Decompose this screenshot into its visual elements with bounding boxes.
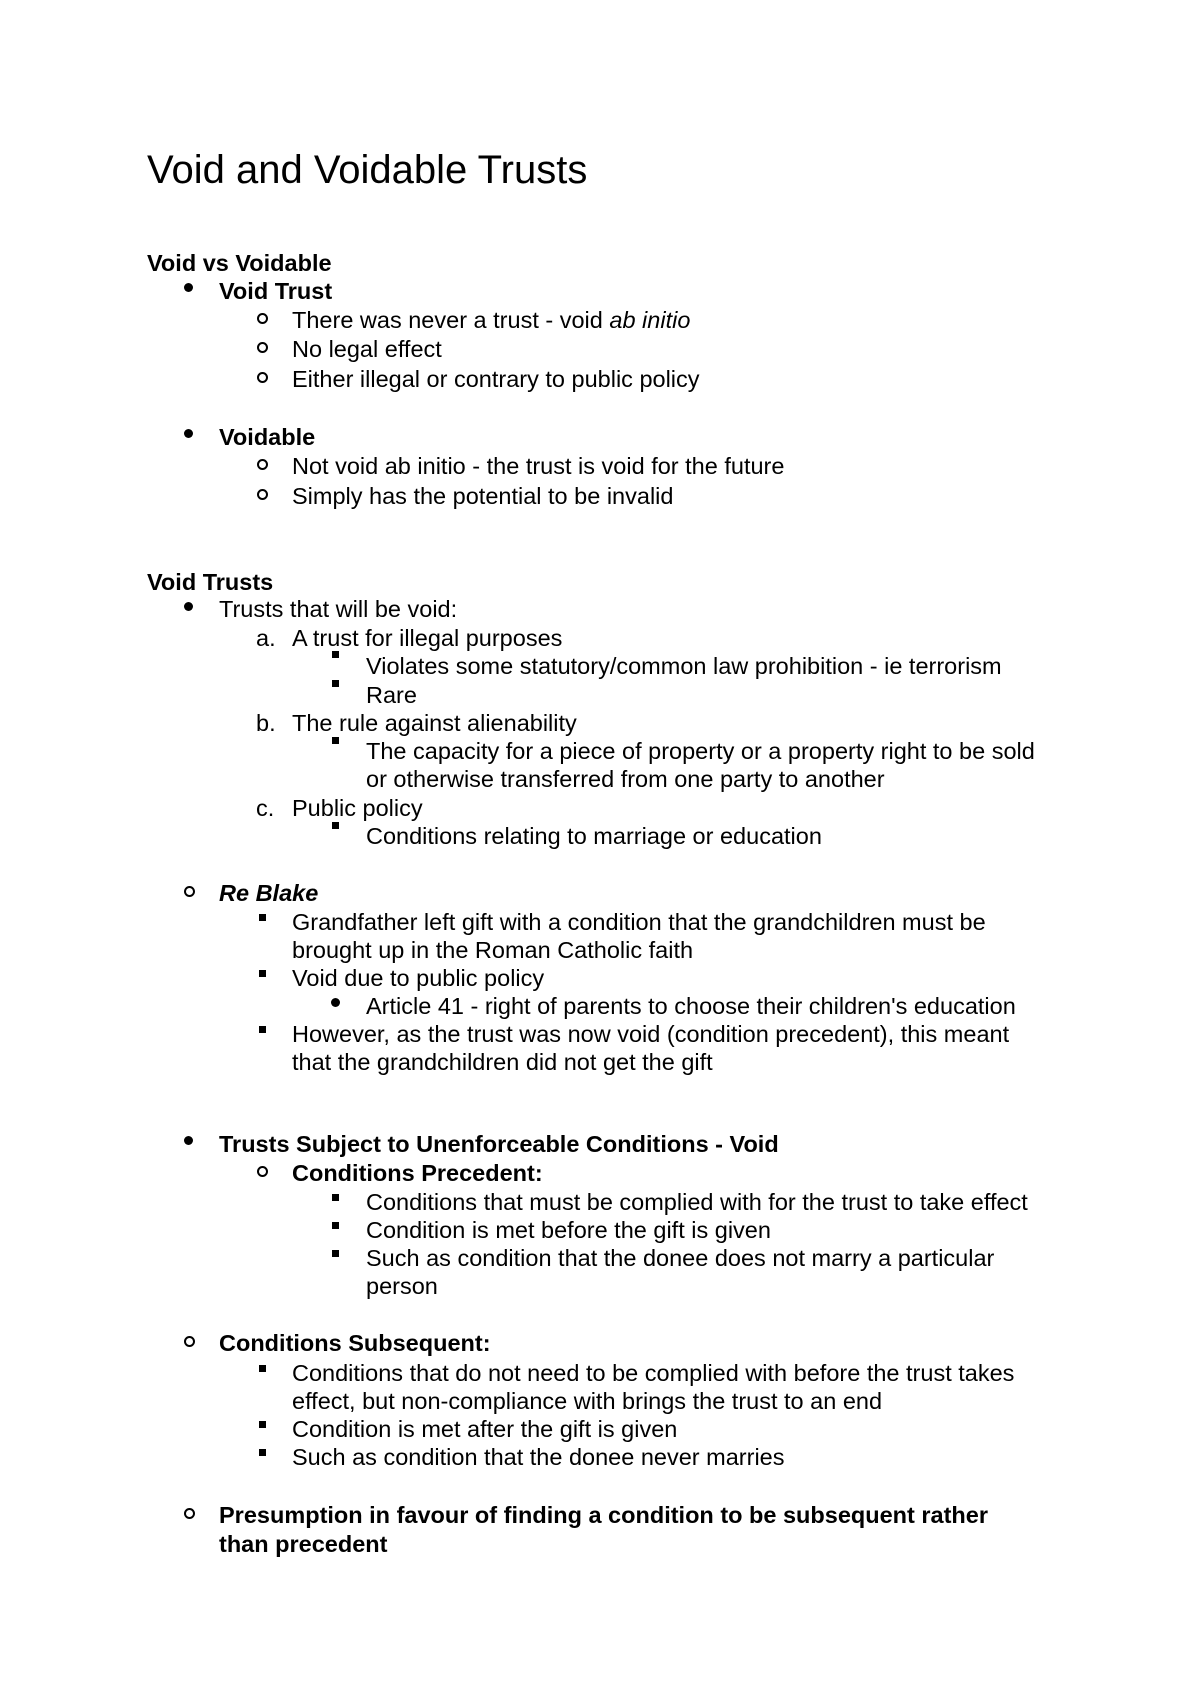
case-name-re-blake: Re Blake bbox=[219, 880, 319, 906]
list-item: Condition is met after the gift is given bbox=[292, 1416, 678, 1442]
conditions-subsequent-label: Conditions Subsequent: bbox=[219, 1330, 491, 1356]
bullet-disc bbox=[184, 1136, 193, 1145]
section-heading-void-trusts: Void Trusts bbox=[147, 569, 274, 595]
list-item: Such as condition that the donee never marries bbox=[292, 1444, 785, 1470]
presumption-statement: Presumption in favour of finding a condition to be subsequent rather bbox=[219, 1502, 988, 1528]
list-item: Either illegal or contrary to public policy bbox=[292, 366, 700, 392]
list-item: Grandfather left gift with a condition that the grandchildren must be bbox=[292, 909, 986, 935]
list-item: Conditions relating to marriage or education bbox=[366, 823, 822, 849]
list-item-continuation: that the grandchildren did not get the gift bbox=[292, 1049, 713, 1075]
list-item: However, as the trust was now void (condition precedent), this meant bbox=[292, 1021, 1010, 1047]
list-item: Not void ab initio - the trust is void for the future bbox=[292, 453, 785, 479]
list-marker-b: b. bbox=[256, 710, 276, 736]
conditions-precedent-label: Conditions Precedent: bbox=[292, 1160, 543, 1186]
unenforceable-conditions-label: Trusts Subject to Unenforceable Conditions - Void bbox=[219, 1131, 779, 1157]
bullet-circle bbox=[257, 342, 268, 353]
void-trust-label: Void Trust bbox=[219, 278, 333, 304]
bullet-disc bbox=[331, 998, 340, 1007]
bullet-square bbox=[332, 651, 339, 658]
bullet-circle bbox=[257, 1166, 268, 1177]
list-item: Public policy bbox=[292, 795, 423, 821]
list-item: The rule against alienability bbox=[292, 710, 577, 736]
section-heading-void-vs-voidable: Void vs Voidable bbox=[147, 250, 332, 276]
list-item: Conditions that must be complied with for the trust to take effect bbox=[366, 1189, 1028, 1215]
bullet-square bbox=[332, 737, 339, 744]
list-item-continuation: brought up in the Roman Catholic faith bbox=[292, 937, 694, 963]
bullet-square bbox=[259, 1365, 266, 1372]
bullet-square bbox=[259, 1421, 266, 1428]
list-item: A trust for illegal purposes bbox=[292, 625, 563, 651]
page-title: Void and Voidable Trusts bbox=[147, 148, 588, 192]
bullet-disc bbox=[184, 283, 193, 292]
bullet-circle bbox=[257, 372, 268, 383]
list-item: Condition is met before the gift is given bbox=[366, 1217, 771, 1243]
bullet-disc bbox=[184, 429, 193, 438]
bullet-square bbox=[259, 1026, 266, 1033]
list-item-continuation: person bbox=[366, 1273, 438, 1299]
bullet-square bbox=[332, 1194, 339, 1201]
list-item-continuation: effect, but non-compliance with brings the trust to an end bbox=[292, 1388, 883, 1414]
list-item: No legal effect bbox=[292, 336, 442, 362]
voidable-label: Voidable bbox=[219, 424, 316, 450]
bullet-circle bbox=[257, 489, 268, 500]
bullet-circle bbox=[257, 313, 268, 324]
list-item: Trusts that will be void: bbox=[219, 596, 458, 622]
list-item: Simply has the potential to be invalid bbox=[292, 483, 674, 509]
list-marker-a: a. bbox=[256, 625, 276, 651]
list-item-continuation: or otherwise transferred from one party to another bbox=[366, 766, 885, 792]
bullet-square bbox=[259, 970, 266, 977]
list-item: Conditions that do not need to be complied with before the trust takes bbox=[292, 1360, 1015, 1386]
list-item: Such as condition that the donee does not marry a particular bbox=[366, 1245, 995, 1271]
list-item: Rare bbox=[366, 682, 417, 708]
bullet-square bbox=[332, 1222, 339, 1229]
list-item: Void due to public policy bbox=[292, 965, 545, 991]
list-item: Article 41 - right of parents to choose their children's education bbox=[366, 993, 1016, 1019]
bullet-square bbox=[259, 1449, 266, 1456]
bullet-circle bbox=[184, 886, 195, 897]
bullet-square bbox=[332, 822, 339, 829]
bullet-square bbox=[259, 914, 266, 921]
list-item: The capacity for a piece of property or a property right to be sold bbox=[366, 738, 1035, 764]
bullet-circle bbox=[184, 1336, 195, 1347]
list-marker-c: c. bbox=[256, 795, 275, 821]
bullet-disc bbox=[184, 602, 193, 611]
presumption-statement-continuation: than precedent bbox=[219, 1531, 388, 1557]
bullet-circle bbox=[184, 1508, 195, 1519]
bullet-circle bbox=[257, 459, 268, 470]
list-item: There was never a trust - void ab initio bbox=[292, 307, 691, 333]
bullet-square bbox=[332, 1250, 339, 1257]
list-item: Violates some statutory/common law prohibition - ie terrorism bbox=[366, 653, 1002, 679]
bullet-square bbox=[332, 680, 339, 687]
